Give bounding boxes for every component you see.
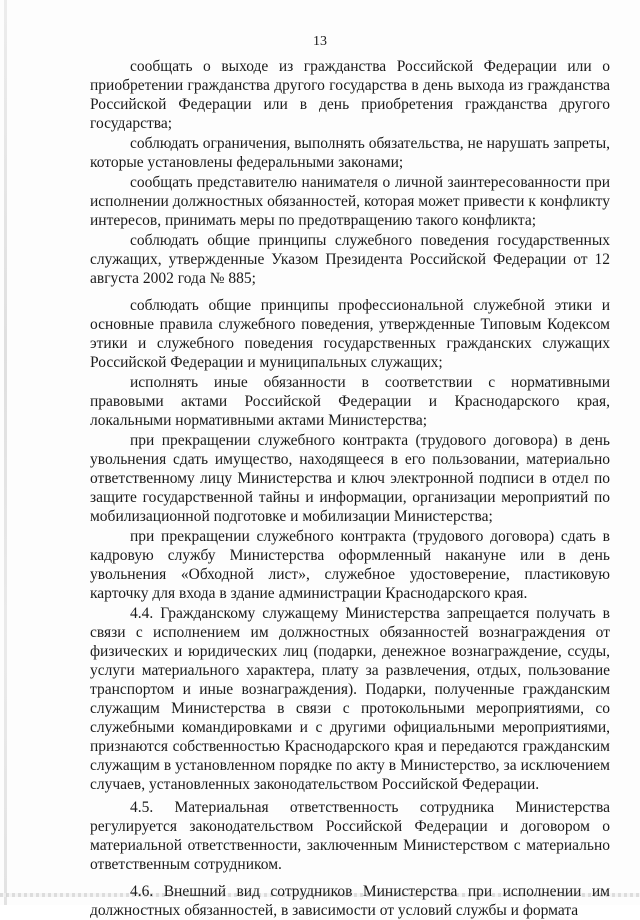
paragraph: соблюдать общие принципы служебного поведения государственных служащих, утвержденные Указом Президента Российской Федерации от 12 августа 2002 года № 885; [90,232,610,287]
paragraph: 4.6. Внешний вид сотрудников Министерства при исполнении им должностных обязанностей, в зависимости от условий службы и формата [90,883,610,919]
document-body [90,57,610,920]
paragraph: соблюдать общие принципы профессиональной служебной этики и основные правила служебного поведения, утвержденные Типовым Кодексом этики и служебного поведения государственных гражданских служащих Российской Федерации и муниципальных служащих; [90,297,610,371]
paragraph: при прекращении служебного контракта (трудового договора) сдать в кадровую службу Министерства оформленный накануне или в день увольнения «Обходной лист», служебное удостоверение, пластиковую карточку для входа в здание администрации Краснодарского края. [90,528,610,602]
paragraph: исполнять иные обязанности в соответствии с нормативными правовыми актами Российской Федерации и Краснодарского края, локальными нормативными актами Министерства; [90,374,610,429]
page-number: 13 [313,34,327,49]
scan-edge-left [4,0,7,905]
paragraph: соблюдать ограничения, выполнять обязательства, не нарушать запреты, которые установлены федеральными законами; [90,135,610,171]
paragraph: 4.4. Гражданскому служащему Министерства запрещается получать в связи с исполнением им должностных обязанностей вознаграждения от физических и юридических лиц (подарки, денежное вознаграждение, ссуды, услуги материального характера, плату за развлечения, отдых, пользование транспортом и иные вознаграждения). Подарки, полученные гражданским служащим Министерства в связи с протокольными мероприятиями, со служебными командировками и с другими официальными мероприятиями, признаются собственностью Краснодарского края и передаются гражданским служащим в установленном порядке по акту в Министерство, за исключением случаев, установленных законодательством Российской Федерации. [90,605,610,793]
paragraph: 4.5. Материальная ответственность сотрудника Министерства регулируется законодательством Российской Федерации и договором о материальной ответственности, заключенным Министерством с материально ответственным сотрудником. [90,799,610,873]
paragraph: сообщать о выходе из гражданства Российской Федерации или о приобретении гражданства другого государства в день выхода из гражданства Российской Федерации или в день приобретения гражданства другого государства; [90,58,610,132]
paragraph: сообщать представителю нанимателя о личной заинтересованности при исполнении должностных обязанностей, которая может привести к конфликту интересов, принимать меры по предотвращению такого конфликта; [90,174,610,229]
paragraph: при прекращении служебного контракта (трудового договора) в день увольнения сдать имущество, находящееся в его пользовании, материально ответственному лицу Министерства и ключ электронной подписи в отдел по защите государственной тайны и информации, организации мероприятий по мобилизационной подготовке и мобилизации Министерства; [90,432,610,525]
